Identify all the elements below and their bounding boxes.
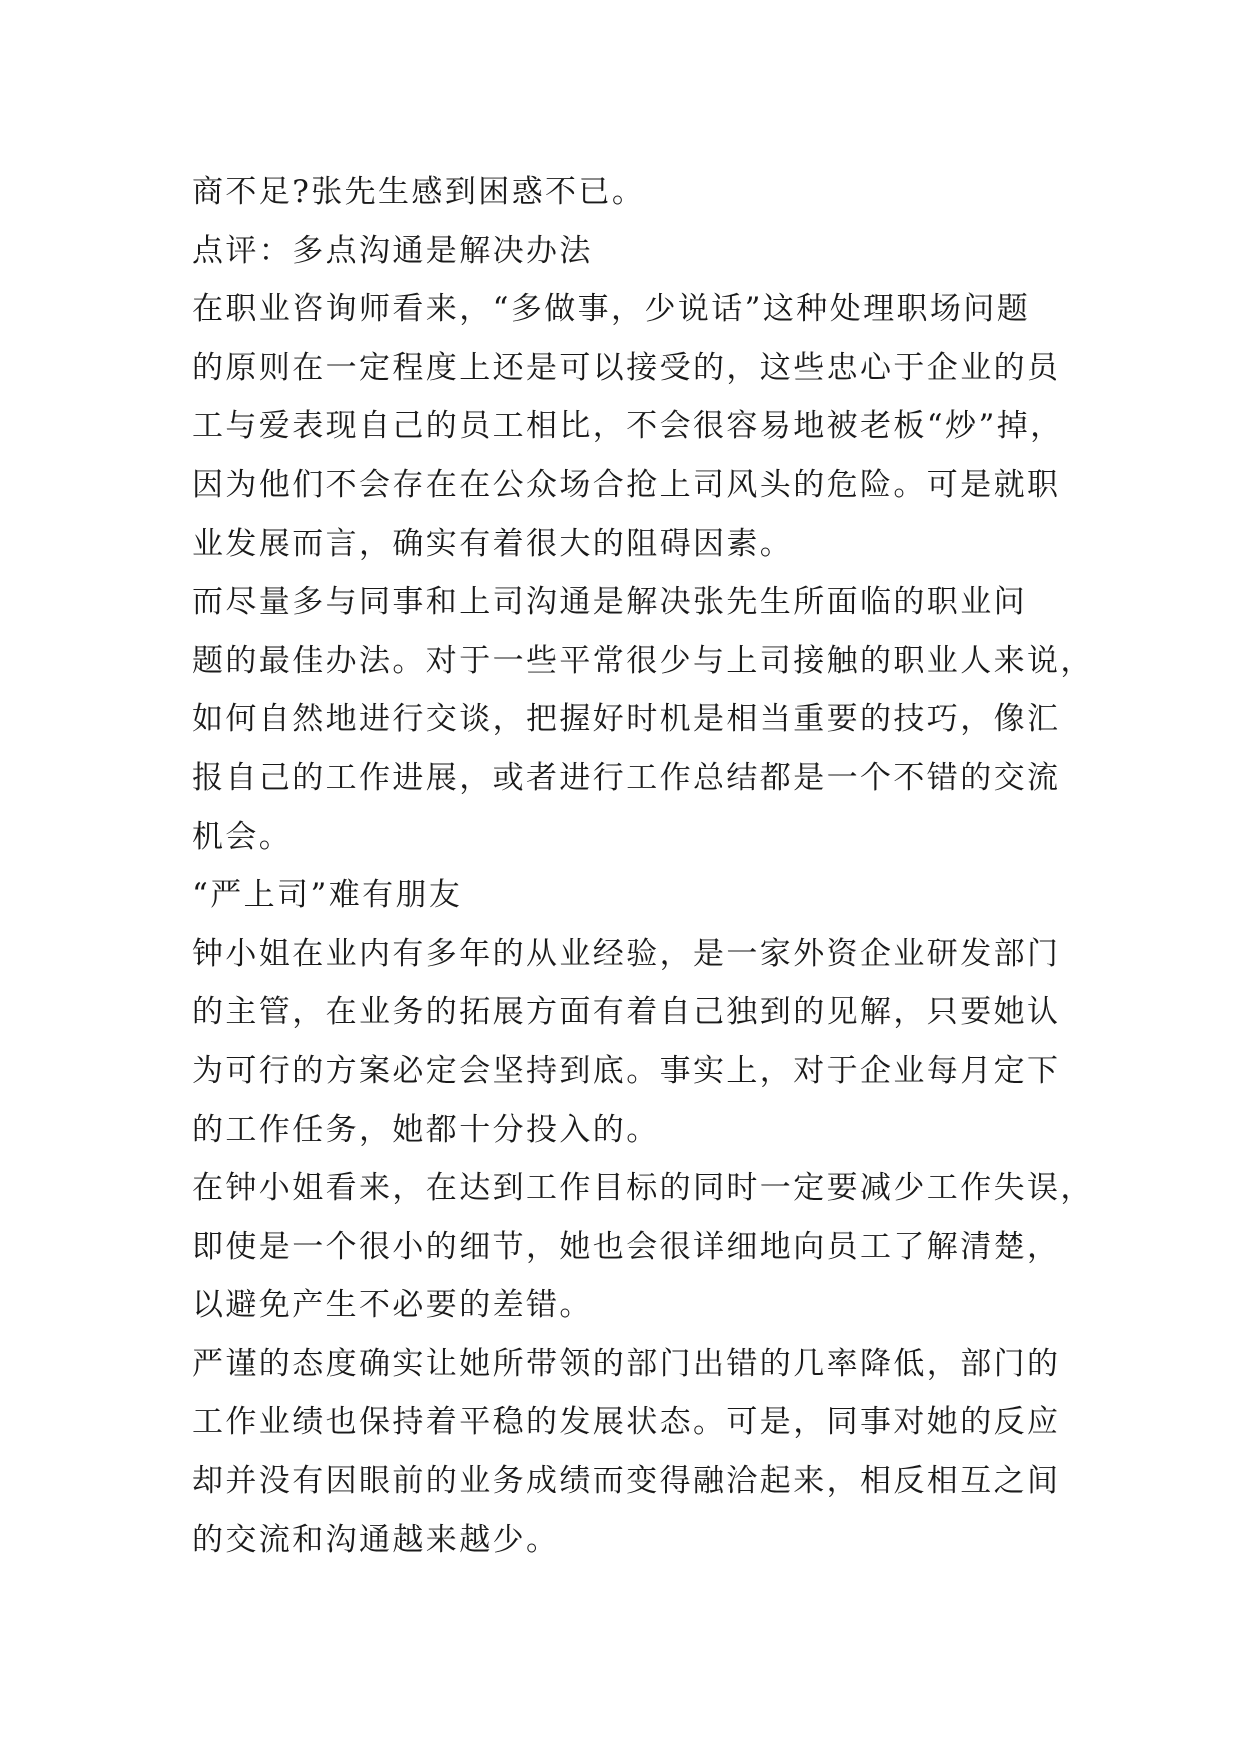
text-line: 在职业咨询师看来，“多做事，少说话”这种处理职场问题 — [192, 291, 1031, 328]
text-line: 报自己的工作进展，或者进行工作总结都是一个不错的交流 — [192, 759, 1061, 796]
text-line: 以避免产生不必要的差错。 — [192, 1287, 593, 1324]
article-body — [192, 163, 1094, 1569]
text-line: 的主管，在业务的拓展方面有着自己独到的见解，只要她认 — [192, 994, 1061, 1031]
text-line: 而尽量多与同事和上司沟通是解决张先生所面临的职业问 — [192, 584, 1027, 621]
text-line: 题的最佳办法。对于一些平常很少与上司接触的职业人来说， — [192, 642, 1094, 679]
text-line: 机会。 — [192, 818, 293, 855]
text-line: 的工作任务，她都十分投入的。 — [192, 1111, 660, 1148]
text-line: 因为他们不会存在在公众场合抢上司风头的危险。可是就职 — [192, 466, 1061, 503]
text-line: 工与爱表现自己的员工相比，不会很容易地被老板“炒”掉， — [192, 408, 1064, 445]
text-line: 为可行的方案必定会坚持到底。事实上，对于企业每月定下 — [192, 1052, 1061, 1089]
text-line: 严谨的态度确实让她所带领的部门出错的几率降低，部门的 — [192, 1345, 1061, 1382]
text-line: 业发展而言，确实有着很大的阻碍因素。 — [192, 525, 794, 562]
text-line: 如何自然地进行交谈，把握好时机是相当重要的技巧，像汇 — [192, 701, 1061, 738]
text-line: 在钟小姐看来，在达到工作目标的同时一定要减少工作失误， — [192, 1170, 1094, 1207]
text-line: 的原则在一定程度上还是可以接受的，这些忠心于企业的员 — [192, 349, 1061, 386]
text-line: 却并没有因眼前的业务成绩而变得融洽起来，相反相互之间 — [192, 1463, 1061, 1500]
section-heading: 点评：多点沟通是解决办法 — [192, 232, 593, 269]
text-line: 商不足?张先生感到困惑不已。 — [192, 174, 646, 210]
text-line: 即使是一个很小的细节，她也会很详细地向员工了解清楚， — [192, 1228, 1061, 1265]
text-line: 的交流和沟通越来越少。 — [192, 1521, 560, 1558]
text-line: 钟小姐在业内有多年的从业经验，是一家外资企业研发部门 — [192, 935, 1061, 972]
section-heading: “严上司”难有朋友 — [192, 877, 463, 914]
text-line: 工作业绩也保持着平稳的发展状态。可是，同事对她的反应 — [192, 1404, 1061, 1441]
